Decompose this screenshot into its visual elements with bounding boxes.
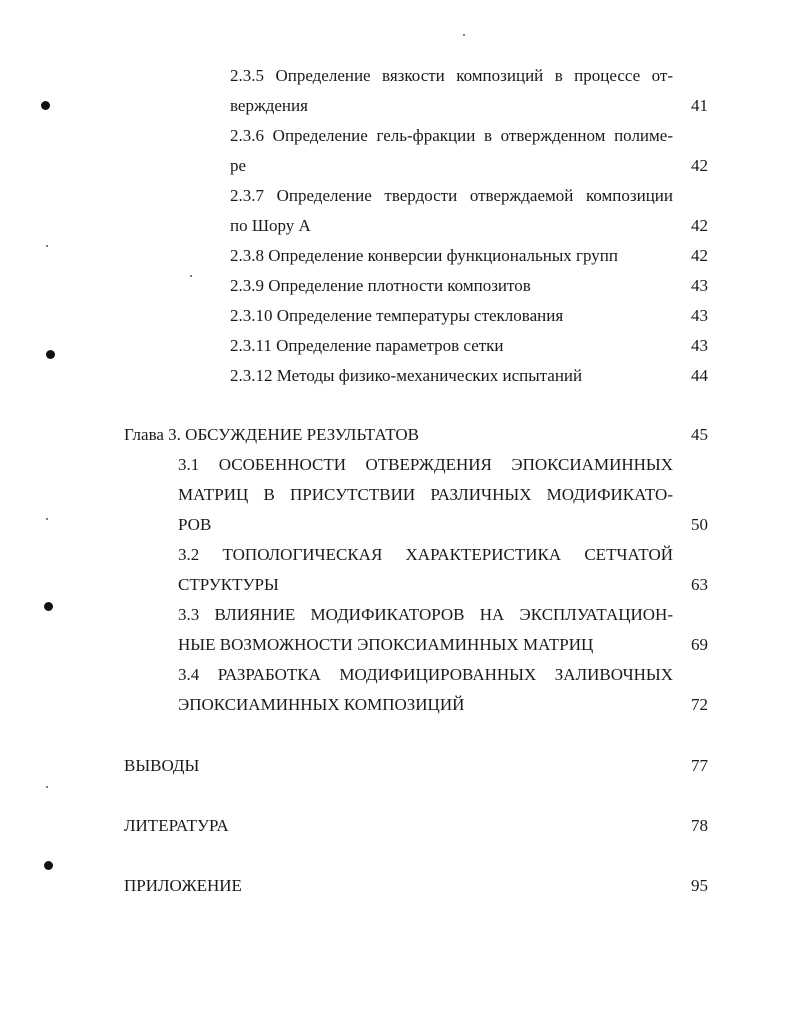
toc-literature: ЛИТЕРАТУРА <box>124 816 229 835</box>
toc-page-number: 43 <box>691 336 708 355</box>
toc-conclusions: ВЫВОДЫ <box>124 756 200 775</box>
scan-speck <box>463 34 465 36</box>
toc-page-number: 77 <box>691 756 708 775</box>
toc-page-number: 78 <box>691 816 708 835</box>
toc-entry-2-3-10: 2.3.10 Определение температуры стеклования <box>230 306 564 325</box>
toc-page-number: 45 <box>691 425 708 444</box>
toc-page-number: 63 <box>691 575 708 594</box>
toc-page-number: 42 <box>691 216 708 235</box>
binder-hole <box>41 101 50 110</box>
toc-entry-2-3-6-line2: ре <box>230 156 247 175</box>
toc-appendix: ПРИЛОЖЕНИЕ <box>124 876 242 895</box>
toc-entry-2-3-9: 2.3.9 Определение плотности композитов <box>230 276 531 295</box>
toc-entry-2-3-5-line2: верждения <box>230 96 308 115</box>
scan-speck <box>190 275 192 277</box>
toc-page-number: 69 <box>691 635 708 654</box>
toc-entry-2-3-6-line1: 2.3.6 Определение гель-фракции в отвержденном полиме- <box>230 126 673 145</box>
toc-page-number: 72 <box>691 695 708 714</box>
scan-speck <box>46 245 48 247</box>
binder-hole <box>44 602 53 611</box>
toc-page-number: 50 <box>691 515 708 534</box>
toc-entry-3-4-line2: ЭПОКСИАМИННЫХ КОМПОЗИЦИЙ <box>178 695 465 714</box>
toc-entry-3-2-line2: СТРУКТУРЫ <box>178 575 279 594</box>
toc-entry-3-1-line3: РОВ <box>178 515 212 534</box>
scan-speck <box>46 786 48 788</box>
binder-hole <box>46 350 55 359</box>
toc-entry-3-2-line1: 3.2 ТОПОЛОГИЧЕСКАЯ ХАРАКТЕРИСТИКА СЕТЧАТОЙ <box>178 545 673 564</box>
toc-entry-3-3-line2: НЫЕ ВОЗМОЖНОСТИ ЭПОКСИАМИННЫХ МАТРИЦ <box>178 635 594 654</box>
toc-entry-2-3-8: 2.3.8 Определение конверсии функциональных групп <box>230 246 619 265</box>
toc-chapter-3: Глава 3. ОБСУЖДЕНИЕ РЕЗУЛЬТАТОВ <box>124 425 420 444</box>
toc-entry-3-3-line1: 3.3 ВЛИЯНИЕ МОДИФИКАТОРОВ НА ЭКСПЛУАТАЦИОН- <box>178 605 673 624</box>
binder-hole <box>44 861 53 870</box>
toc-page-number: 95 <box>691 876 708 895</box>
toc-entry-2-3-7-line1: 2.3.7 Определение твердости отверждаемой композиции <box>230 186 673 205</box>
toc-entry-2-3-12: 2.3.12 Методы физико-механических испытаний <box>230 366 583 385</box>
toc-entry-2-3-11: 2.3.11 Определение параметров сетки <box>230 336 504 355</box>
toc-page-number: 42 <box>691 246 708 265</box>
scan-speck <box>46 518 48 520</box>
toc-entry-2-3-5-line1: 2.3.5 Определение вязкости композиций в процессе от- <box>230 66 673 85</box>
toc-entry-3-4-line1: 3.4 РАЗРАБОТКА МОДИФИЦИРОВАННЫХ ЗАЛИВОЧНЫХ <box>178 665 673 684</box>
toc-entry-3-1-line2: МАТРИЦ В ПРИСУТСТВИИ РАЗЛИЧНЫХ МОДИФИКАТО- <box>178 485 673 504</box>
toc-page-number: 43 <box>691 306 708 325</box>
toc-entry-3-1-line1: 3.1 ОСОБЕННОСТИ ОТВЕРЖДЕНИЯ ЭПОКСИАМИННЫХ <box>178 455 673 474</box>
toc-page-number: 43 <box>691 276 708 295</box>
toc-page-number: 42 <box>691 156 708 175</box>
toc-entry-2-3-7-line2: по Шору А <box>230 216 311 235</box>
toc-page-number: 44 <box>691 366 708 385</box>
toc-page-number: 41 <box>691 96 708 115</box>
